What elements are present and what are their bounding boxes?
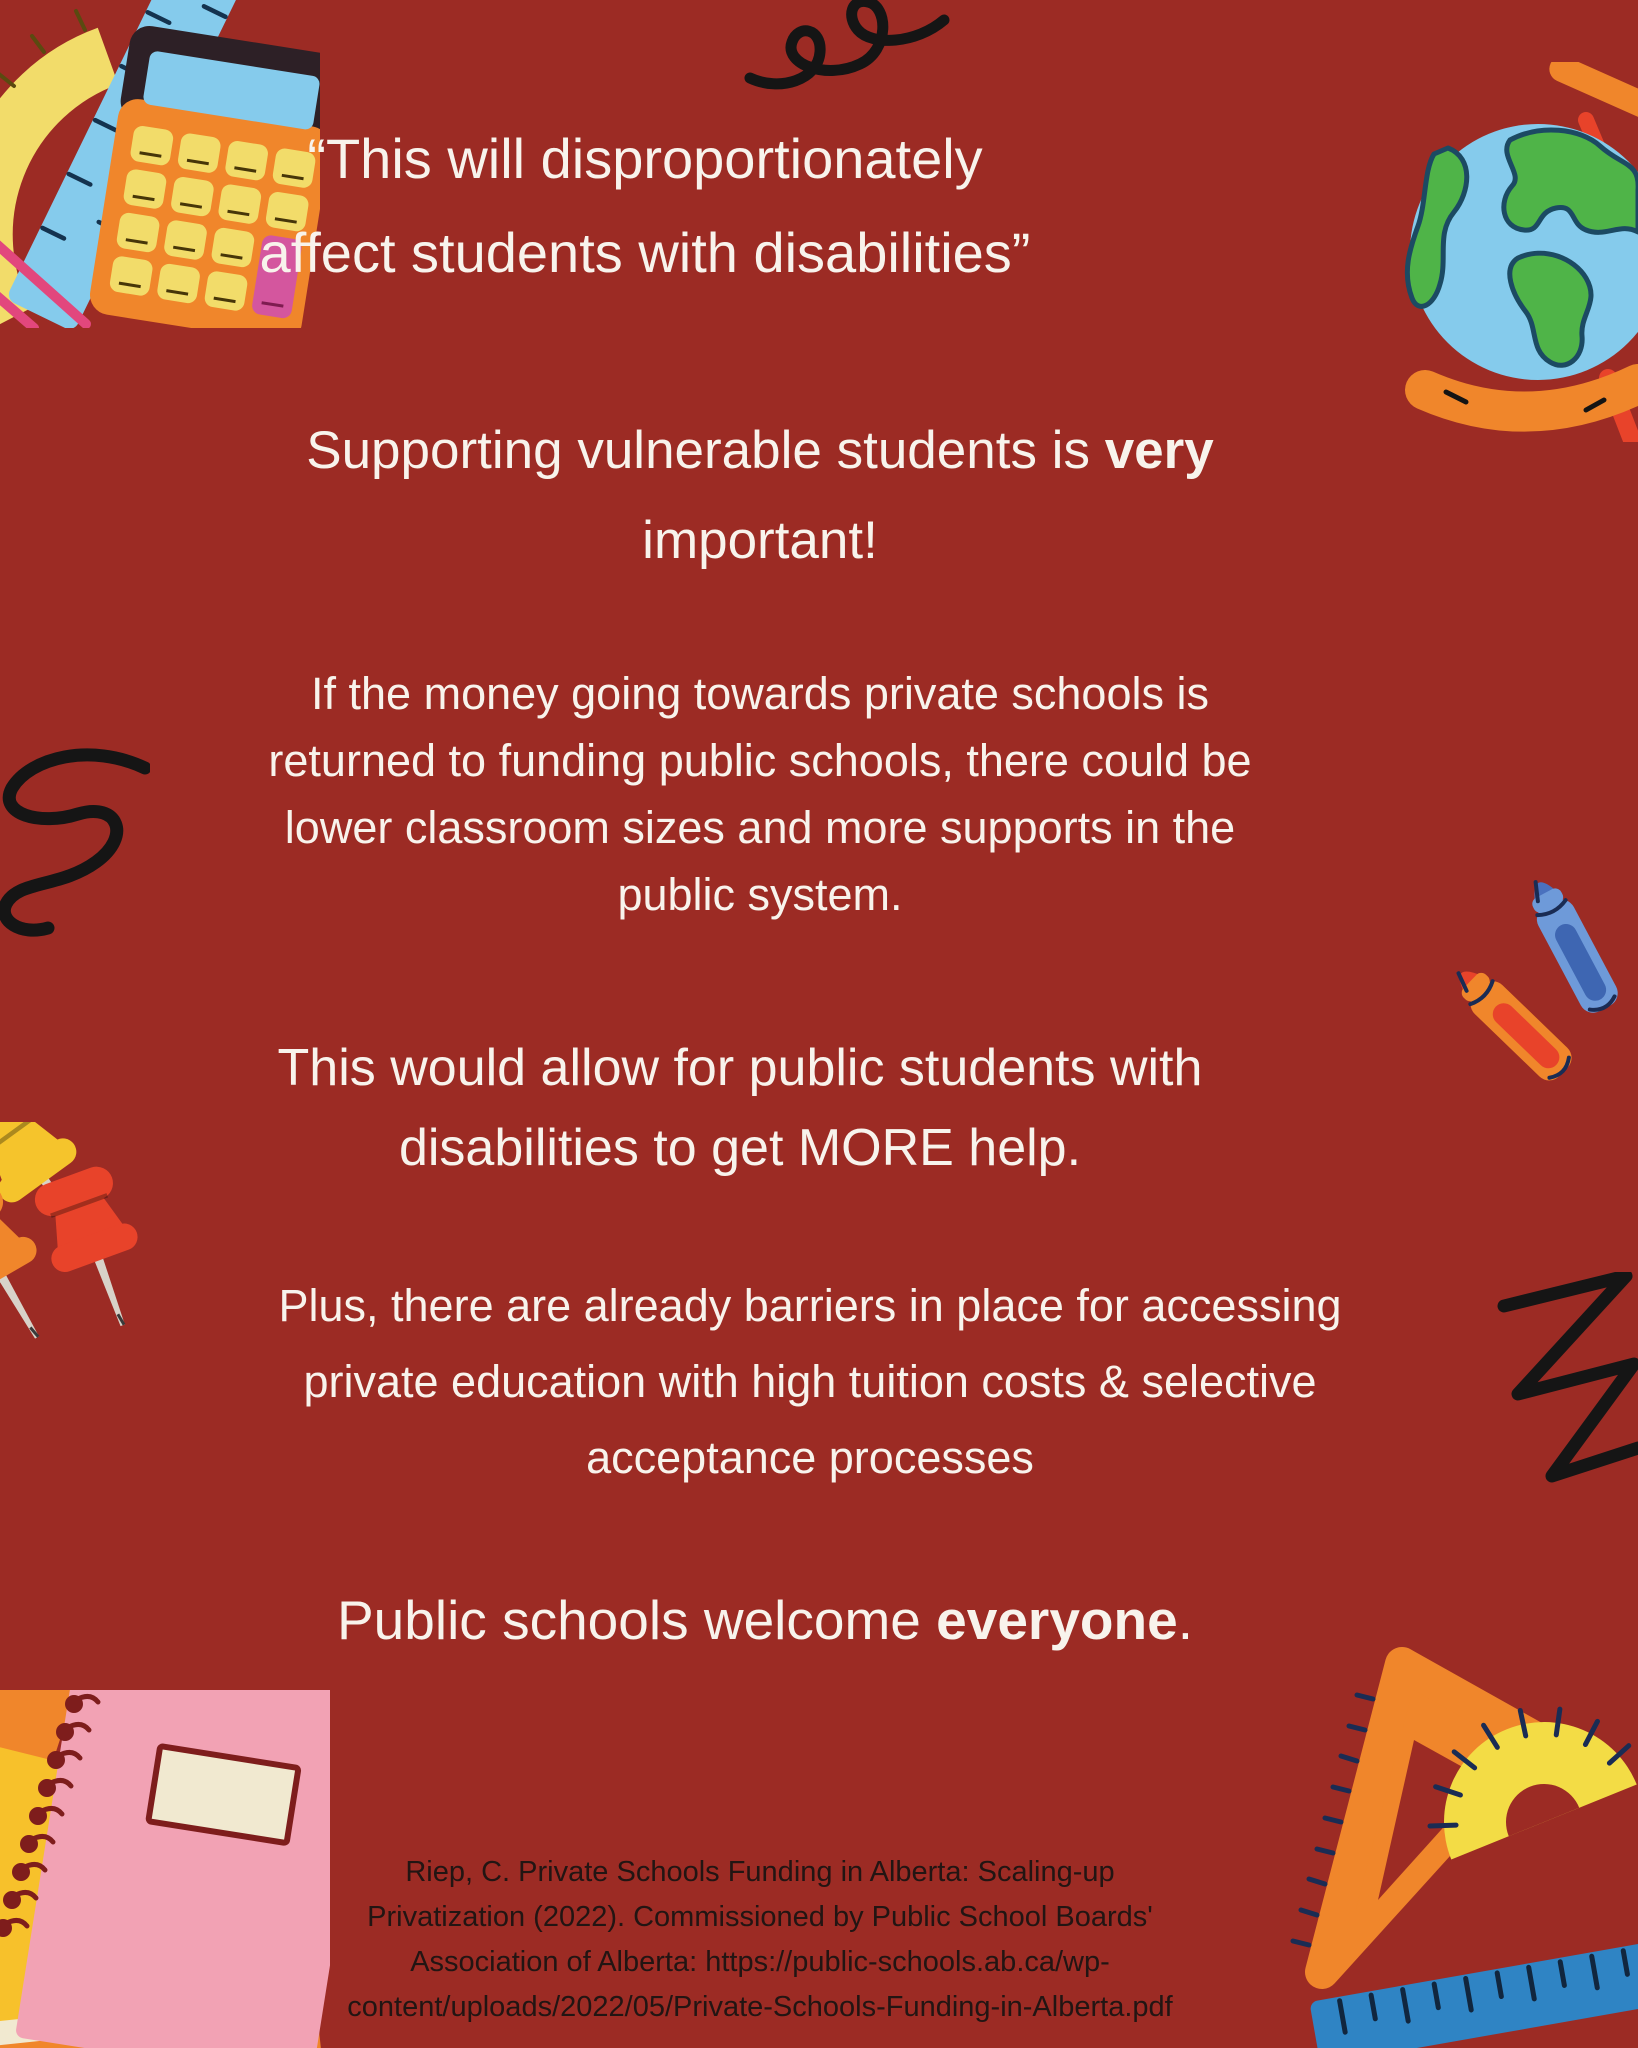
citation-line-3: Association of Alberta: https://public-schools.ab.ca/wp- xyxy=(410,1946,1110,1978)
paragraph-barriers-line-2: private education with high tuition costs & selective xyxy=(303,1356,1317,1407)
zigzag-scribble-icon xyxy=(1488,1272,1638,1542)
subheading-line-1 xyxy=(130,406,1390,496)
subheading xyxy=(130,406,1390,586)
subheading-bold-word: very xyxy=(1104,421,1214,480)
crayons-icon xyxy=(1452,858,1638,1100)
citation xyxy=(230,1850,1290,2030)
paragraph-funding-line-2: returned to funding public schools, there could be xyxy=(268,735,1252,786)
crayon-orange xyxy=(1452,957,1577,1086)
citation-line-1: Riep, C. Private Schools Funding in Alberta: Scaling-up xyxy=(405,1856,1115,1888)
closing-bold-word: everyone xyxy=(936,1589,1178,1651)
measuring-tools-illustration xyxy=(1282,1642,1638,2048)
quote-heading xyxy=(45,112,1245,300)
closing-line xyxy=(160,1580,1370,1660)
loop-scribble-icon xyxy=(740,0,980,90)
s-scribble-icon xyxy=(0,740,150,950)
paragraph-funding-line-3: lower classroom sizes and more supports in the xyxy=(284,802,1236,853)
closing-suffix: . xyxy=(1177,1589,1193,1651)
paragraph-more-help-line-1: This would allow for public students with xyxy=(277,1039,1203,1097)
globe-icon xyxy=(1390,62,1638,442)
paragraph-barriers-line-3: acceptance processes xyxy=(586,1432,1034,1483)
paragraph-funding-line-4: public system. xyxy=(617,869,903,920)
subheading-prefix: Supporting vulnerable students is xyxy=(306,421,1105,480)
quote-line-1: “This will disproportionately xyxy=(307,127,983,190)
citation-line-4: content/uploads/2022/05/Private-Schools-Funding-in-Alberta.pdf xyxy=(347,1991,1173,2023)
crayon-blue xyxy=(1520,872,1623,1018)
paragraph-barriers-line-1: Plus, there are already barriers in place for accessing xyxy=(278,1280,1342,1331)
quote-line-2: affect students with disabilities” xyxy=(259,221,1031,284)
citation-line-2: Privatization (2022). Commissioned by Public School Boards' xyxy=(367,1901,1153,1933)
subheading-line-2: important! xyxy=(642,511,878,570)
paragraph-barriers xyxy=(140,1268,1480,1496)
paragraph-funding-line-1: If the money going towards private schools is xyxy=(311,668,1209,719)
paragraph-funding xyxy=(150,660,1370,928)
closing-statement xyxy=(160,1580,1370,1660)
paragraph-more-help-line-2: disabilities to get MORE help. xyxy=(398,1119,1082,1177)
closing-prefix: Public schools welcome xyxy=(337,1589,937,1651)
paragraph-more-help xyxy=(110,1028,1370,1188)
